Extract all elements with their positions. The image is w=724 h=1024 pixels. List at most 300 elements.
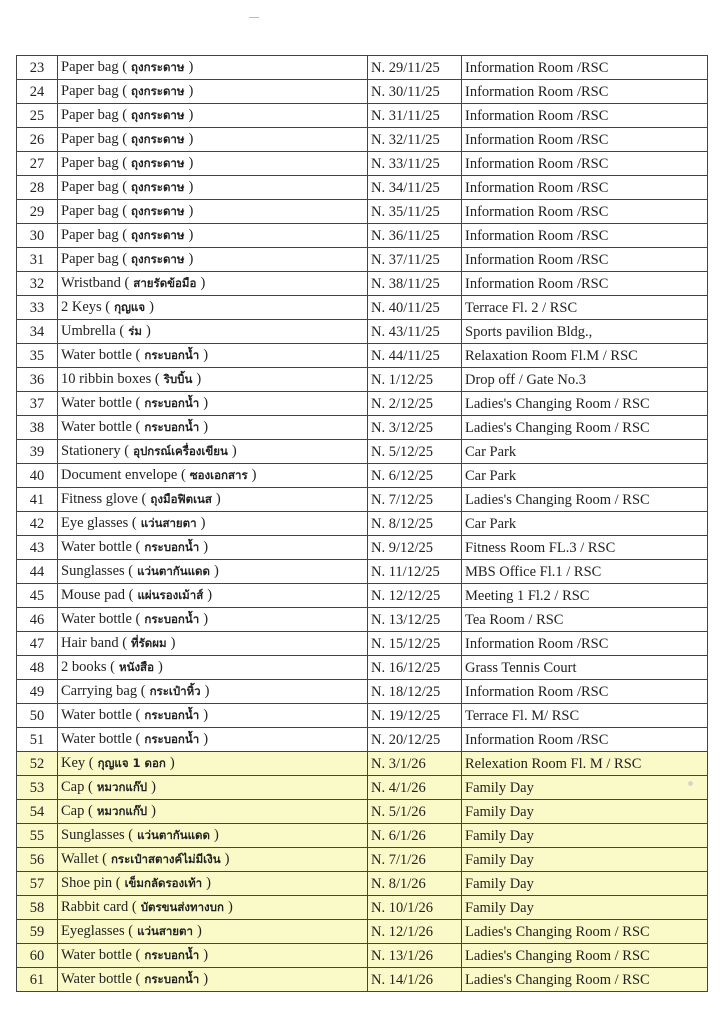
table-row xyxy=(17,536,708,560)
item-name xyxy=(58,968,368,992)
item-name-en: Shoe pin ( xyxy=(61,875,121,891)
closing-paren: ) xyxy=(213,563,219,579)
item-name xyxy=(58,80,368,104)
item-name xyxy=(58,656,368,680)
item-code: N. 44/11/25 xyxy=(368,344,462,368)
item-name-en: Umbrella ( xyxy=(61,323,125,339)
found-location: Ladies's Changing Room / RSC xyxy=(462,968,708,992)
table-row xyxy=(17,824,708,848)
found-location: Information Room /RSC xyxy=(462,152,708,176)
item-name-en: Stationery ( xyxy=(61,443,130,459)
row-number: 56 xyxy=(17,848,58,872)
closing-paren: ) xyxy=(158,659,163,675)
item-name-en: Water bottle ( xyxy=(61,707,141,723)
table-row xyxy=(17,968,708,992)
item-name-th: แว่นสายตา xyxy=(140,516,197,530)
item-name-th: กระบอกน้ำ xyxy=(144,348,200,362)
found-location: MBS Office Fl.1 / RSC xyxy=(462,560,708,584)
row-number: 61 xyxy=(17,968,58,992)
found-location: Information Room /RSC xyxy=(462,200,708,224)
table-row xyxy=(17,584,708,608)
item-name-th: หมวกแก๊ป xyxy=(96,804,148,818)
item-name-en: Water bottle ( xyxy=(61,971,141,987)
item-name-en: Mouse pad ( xyxy=(61,587,134,603)
row-number: 35 xyxy=(17,344,58,368)
found-location: Terrace Fl. 2 / RSC xyxy=(462,296,708,320)
row-number: 49 xyxy=(17,680,58,704)
table-row xyxy=(17,392,708,416)
item-name-th: กระเป๋าหิ้ว xyxy=(149,684,201,698)
found-location: Car Park xyxy=(462,512,708,536)
closing-paren: ) xyxy=(203,731,209,747)
closing-paren: ) xyxy=(188,179,194,195)
row-number: 48 xyxy=(17,656,58,680)
table-row xyxy=(17,176,708,200)
item-code: N. 15/12/25 xyxy=(368,632,462,656)
item-name xyxy=(58,488,368,512)
item-name-th: สายรัดข้อมือ xyxy=(133,276,197,290)
item-name xyxy=(58,392,368,416)
table-row xyxy=(17,368,708,392)
row-number: 46 xyxy=(17,608,58,632)
item-code: N. 12/12/25 xyxy=(368,584,462,608)
item-name xyxy=(58,272,368,296)
closing-paren: ) xyxy=(188,203,194,219)
item-name-en: Cap ( xyxy=(61,779,93,795)
item-name xyxy=(58,584,368,608)
table-row xyxy=(17,152,708,176)
item-name-th: กระบอกน้ำ xyxy=(144,708,200,722)
item-code: N. 11/12/25 xyxy=(368,560,462,584)
row-number: 28 xyxy=(17,176,58,200)
item-code: N. 6/1/26 xyxy=(368,824,462,848)
table-row xyxy=(17,680,708,704)
found-location: Family Day xyxy=(462,872,708,896)
item-code: N. 7/12/25 xyxy=(368,488,462,512)
row-number: 53 xyxy=(17,776,58,800)
item-code: N. 13/1/26 xyxy=(368,944,462,968)
item-code: N. 16/12/25 xyxy=(368,656,462,680)
item-name-th: หมวกแก๊ป xyxy=(96,780,148,794)
item-name-th: เข็มกลัดรองเท้า xyxy=(124,876,203,890)
item-name-en: Eye glasses ( xyxy=(61,515,137,531)
closing-paren: ) xyxy=(213,827,219,843)
row-number: 31 xyxy=(17,248,58,272)
item-code: N. 36/11/25 xyxy=(368,224,462,248)
item-code: N. 3/1/26 xyxy=(368,752,462,776)
table-row xyxy=(17,848,708,872)
row-number: 55 xyxy=(17,824,58,848)
item-name xyxy=(58,368,368,392)
item-name-th: กระเป๋าสตางค์ไม่มีเงิน xyxy=(110,852,221,866)
found-location: Information Room /RSC xyxy=(462,632,708,656)
item-name-th: กระบอกน้ำ xyxy=(144,972,200,986)
item-name-th: ถุงกระดาษ xyxy=(131,60,185,74)
closing-paren: ) xyxy=(215,491,221,507)
item-code: N. 40/11/25 xyxy=(368,296,462,320)
found-location: Information Room /RSC xyxy=(462,80,708,104)
item-name-en: 2 Keys ( xyxy=(61,299,111,315)
item-name xyxy=(58,728,368,752)
table-row xyxy=(17,416,708,440)
item-name-th: ถุงกระดาษ xyxy=(131,132,185,146)
row-number: 42 xyxy=(17,512,58,536)
item-code: N. 5/1/26 xyxy=(368,800,462,824)
item-name-en: Paper bag ( xyxy=(61,251,128,267)
item-name-th: ถุงกระดาษ xyxy=(131,180,185,194)
row-number: 26 xyxy=(17,128,58,152)
item-name-th: กุญแจ xyxy=(114,300,146,314)
item-code: N. 3/12/25 xyxy=(368,416,462,440)
item-name-th: แว่นตากันแดด xyxy=(137,828,210,842)
row-number: 27 xyxy=(17,152,58,176)
closing-paren: ) xyxy=(149,299,154,315)
item-code: N. 10/1/26 xyxy=(368,896,462,920)
item-name-th: บัตรขนส่งทางบก xyxy=(140,900,224,914)
item-code: N. 8/1/26 xyxy=(368,872,462,896)
table-row xyxy=(17,248,708,272)
closing-paren: ) xyxy=(188,59,194,75)
item-name-th: กระบอกน้ำ xyxy=(144,948,200,962)
found-location: Tea Room / RSC xyxy=(462,608,708,632)
item-name xyxy=(58,896,368,920)
item-name xyxy=(58,608,368,632)
item-code: N. 9/12/25 xyxy=(368,536,462,560)
table-row xyxy=(17,200,708,224)
row-number: 33 xyxy=(17,296,58,320)
found-location: Relaxation Room Fl.M / RSC xyxy=(462,344,708,368)
item-code: N. 43/11/25 xyxy=(368,320,462,344)
table-row xyxy=(17,944,708,968)
closing-paren: ) xyxy=(251,467,257,483)
item-name-th: ถุงกระดาษ xyxy=(131,204,185,218)
found-location: Family Day xyxy=(462,800,708,824)
item-name xyxy=(58,704,368,728)
item-code: N. 5/12/25 xyxy=(368,440,462,464)
closing-paren: ) xyxy=(188,107,194,123)
row-number: 36 xyxy=(17,368,58,392)
row-number: 38 xyxy=(17,416,58,440)
found-location: Ladies's Changing Room / RSC xyxy=(462,488,708,512)
row-number: 52 xyxy=(17,752,58,776)
found-location: Information Room /RSC xyxy=(462,104,708,128)
item-name xyxy=(58,296,368,320)
closing-paren: ) xyxy=(169,755,175,771)
item-code: N. 12/1/26 xyxy=(368,920,462,944)
closing-paren: ) xyxy=(203,419,209,435)
found-location: Car Park xyxy=(462,464,708,488)
item-name-th: ที่รัดผม xyxy=(131,636,167,650)
item-name-en: 2 books ( xyxy=(61,659,115,675)
found-location: Information Room /RSC xyxy=(462,176,708,200)
item-name-th: ริบบิ้น xyxy=(163,372,193,386)
found-location: Fitness Room FL.3 / RSC xyxy=(462,536,708,560)
item-name-th: ซองเอกสาร xyxy=(189,468,248,482)
found-location: Family Day xyxy=(462,896,708,920)
item-name-th: กระบอกน้ำ xyxy=(144,396,200,410)
closing-paren: ) xyxy=(203,707,209,723)
closing-paren: ) xyxy=(203,539,209,555)
row-number: 51 xyxy=(17,728,58,752)
item-name-en: Water bottle ( xyxy=(61,347,141,363)
item-name-en: Water bottle ( xyxy=(61,419,141,435)
item-name-th: กระบอกน้ำ xyxy=(144,612,200,626)
item-code: N. 8/12/25 xyxy=(368,512,462,536)
closing-paren: ) xyxy=(203,611,209,627)
closing-paren: ) xyxy=(188,131,194,147)
item-name xyxy=(58,104,368,128)
item-name-th: อุปกรณ์เครื่องเขียน xyxy=(133,444,228,458)
item-code: N. 38/11/25 xyxy=(368,272,462,296)
scan-speck xyxy=(249,17,259,18)
closing-paren: ) xyxy=(207,587,213,603)
table-row xyxy=(17,320,708,344)
row-number: 32 xyxy=(17,272,58,296)
item-name xyxy=(58,872,368,896)
closing-paren: ) xyxy=(196,923,202,939)
found-location: Meeting 1 Fl.2 / RSC xyxy=(462,584,708,608)
closing-paren: ) xyxy=(231,443,237,459)
item-name xyxy=(58,944,368,968)
found-location: Information Room /RSC xyxy=(462,272,708,296)
item-code: N. 35/11/25 xyxy=(368,200,462,224)
item-code: N. 4/1/26 xyxy=(368,776,462,800)
closing-paren: ) xyxy=(204,683,210,699)
item-code: N. 19/12/25 xyxy=(368,704,462,728)
item-name-en: Water bottle ( xyxy=(61,539,141,555)
item-code: N. 7/1/26 xyxy=(368,848,462,872)
item-name-th: กระบอกน้ำ xyxy=(144,420,200,434)
found-location: Drop off / Gate No.3 xyxy=(462,368,708,392)
row-number: 57 xyxy=(17,872,58,896)
item-name-en: Carrying bag ( xyxy=(61,683,146,699)
item-name-th: ถุงกระดาษ xyxy=(131,84,185,98)
item-name-en: Paper bag ( xyxy=(61,107,128,123)
item-name-en: Wallet ( xyxy=(61,851,107,867)
closing-paren: ) xyxy=(188,83,194,99)
found-location: Information Room /RSC xyxy=(462,56,708,80)
item-name-en: Paper bag ( xyxy=(61,155,128,171)
item-name xyxy=(58,56,368,80)
item-name xyxy=(58,536,368,560)
found-location: Information Room /RSC xyxy=(462,128,708,152)
row-number: 47 xyxy=(17,632,58,656)
item-name-en: Rabbit card ( xyxy=(61,899,137,915)
item-code: N. 34/11/25 xyxy=(368,176,462,200)
found-location: Relexation Room Fl. M / RSC xyxy=(462,752,708,776)
table-row xyxy=(17,896,708,920)
found-location: Family Day xyxy=(462,824,708,848)
item-code: N. 13/12/25 xyxy=(368,608,462,632)
table-row xyxy=(17,632,708,656)
item-name-en: Paper bag ( xyxy=(61,227,128,243)
item-name xyxy=(58,512,368,536)
closing-paren: ) xyxy=(206,875,212,891)
table-row xyxy=(17,296,708,320)
item-name-th: กระบอกน้ำ xyxy=(144,540,200,554)
table-row xyxy=(17,512,708,536)
item-name-en: Hair band ( xyxy=(61,635,128,651)
row-number: 50 xyxy=(17,704,58,728)
table-row xyxy=(17,728,708,752)
item-name xyxy=(58,848,368,872)
lost-and-found-table xyxy=(16,55,708,992)
row-number: 40 xyxy=(17,464,58,488)
table-row xyxy=(17,56,708,80)
table-row xyxy=(17,872,708,896)
item-name-en: Water bottle ( xyxy=(61,731,141,747)
table-body xyxy=(17,56,708,992)
item-code: N. 2/12/25 xyxy=(368,392,462,416)
item-code: N. 33/11/25 xyxy=(368,152,462,176)
closing-paren: ) xyxy=(146,323,151,339)
item-name-th: แว่นสายตา xyxy=(137,924,193,938)
item-name xyxy=(58,416,368,440)
row-number: 24 xyxy=(17,80,58,104)
table-row xyxy=(17,344,708,368)
row-number: 25 xyxy=(17,104,58,128)
item-name-th: หนังสือ xyxy=(119,660,154,674)
item-name xyxy=(58,560,368,584)
table-row xyxy=(17,608,708,632)
table-row xyxy=(17,80,708,104)
item-name-th: ถุงกระดาษ xyxy=(131,156,185,170)
closing-paren: ) xyxy=(203,947,209,963)
item-code: N. 18/12/25 xyxy=(368,680,462,704)
item-name-th: ถุงกระดาษ xyxy=(131,252,185,266)
found-location: Terrace Fl. M/ RSC xyxy=(462,704,708,728)
item-name-en: Paper bag ( xyxy=(61,59,128,75)
item-name xyxy=(58,776,368,800)
table-row xyxy=(17,224,708,248)
closing-paren: ) xyxy=(203,347,209,363)
item-name-th: ร่ม xyxy=(128,324,142,338)
closing-paren: ) xyxy=(203,971,209,987)
item-name-en: Paper bag ( xyxy=(61,83,128,99)
table-row xyxy=(17,920,708,944)
closing-paren: ) xyxy=(200,275,206,291)
item-name-en: Paper bag ( xyxy=(61,131,128,147)
row-number: 23 xyxy=(17,56,58,80)
scan-mark xyxy=(688,781,693,786)
item-name xyxy=(58,344,368,368)
table-row xyxy=(17,104,708,128)
row-number: 54 xyxy=(17,800,58,824)
item-name xyxy=(58,464,368,488)
table-row xyxy=(17,704,708,728)
item-name-th: กุญแจ 1 ดอก xyxy=(97,756,166,770)
row-number: 30 xyxy=(17,224,58,248)
row-number: 29 xyxy=(17,200,58,224)
row-number: 34 xyxy=(17,320,58,344)
item-name xyxy=(58,128,368,152)
item-name-en: Water bottle ( xyxy=(61,947,141,963)
closing-paren: ) xyxy=(188,155,194,171)
row-number: 37 xyxy=(17,392,58,416)
item-name-th: กระบอกน้ำ xyxy=(144,732,200,746)
item-name-en: Document envelope ( xyxy=(61,467,186,483)
item-code: N. 30/11/25 xyxy=(368,80,462,104)
row-number: 39 xyxy=(17,440,58,464)
found-location: Ladies's Changing Room / RSC xyxy=(462,944,708,968)
row-number: 45 xyxy=(17,584,58,608)
table-row xyxy=(17,128,708,152)
table-row xyxy=(17,464,708,488)
table-row xyxy=(17,488,708,512)
found-location: Ladies's Changing Room / RSC xyxy=(462,416,708,440)
closing-paren: ) xyxy=(227,899,233,915)
table-row xyxy=(17,656,708,680)
item-name xyxy=(58,248,368,272)
closing-paren: ) xyxy=(224,851,230,867)
closing-paren: ) xyxy=(196,371,202,387)
item-name xyxy=(58,824,368,848)
item-name xyxy=(58,176,368,200)
item-name-th: ถุงกระดาษ xyxy=(131,228,185,242)
found-location: Grass Tennis Court xyxy=(462,656,708,680)
item-name-en: Water bottle ( xyxy=(61,611,141,627)
item-name xyxy=(58,920,368,944)
item-name-en: Water bottle ( xyxy=(61,395,141,411)
found-location: Information Room /RSC xyxy=(462,728,708,752)
item-name-th: แว่นตากันแดด xyxy=(137,564,210,578)
found-location: Information Room /RSC xyxy=(462,248,708,272)
item-name xyxy=(58,200,368,224)
row-number: 41 xyxy=(17,488,58,512)
closing-paren: ) xyxy=(151,803,156,819)
found-location: Family Day xyxy=(462,848,708,872)
item-name-th: ถุงกระดาษ xyxy=(131,108,185,122)
item-code: N. 1/12/25 xyxy=(368,368,462,392)
closing-paren: ) xyxy=(188,251,194,267)
closing-paren: ) xyxy=(200,515,206,531)
found-location: Ladies's Changing Room / RSC xyxy=(462,392,708,416)
found-location: Ladies's Changing Room / RSC xyxy=(462,920,708,944)
item-name-en: Wristband ( xyxy=(61,275,130,291)
item-name-en: Cap ( xyxy=(61,803,93,819)
item-code: N. 14/1/26 xyxy=(368,968,462,992)
table-row xyxy=(17,752,708,776)
closing-paren: ) xyxy=(203,395,209,411)
item-name xyxy=(58,632,368,656)
found-location: Car Park xyxy=(462,440,708,464)
row-number: 60 xyxy=(17,944,58,968)
item-code: N. 31/11/25 xyxy=(368,104,462,128)
table-row xyxy=(17,560,708,584)
table-row xyxy=(17,800,708,824)
item-name-en: Eyeglasses ( xyxy=(61,923,134,939)
item-name-en: 10 ribbin boxes ( xyxy=(61,371,160,387)
item-name xyxy=(58,752,368,776)
row-number: 59 xyxy=(17,920,58,944)
table-row xyxy=(17,776,708,800)
item-code: N. 32/11/25 xyxy=(368,128,462,152)
item-code: N. 29/11/25 xyxy=(368,56,462,80)
closing-paren: ) xyxy=(188,227,194,243)
item-name xyxy=(58,440,368,464)
item-name-en: Paper bag ( xyxy=(61,203,128,219)
found-location: Sports pavilion Bldg., xyxy=(462,320,708,344)
row-number: 44 xyxy=(17,560,58,584)
item-name-en: Paper bag ( xyxy=(61,179,128,195)
item-name-th: ถุงมือฟิตเนส xyxy=(150,492,212,506)
item-name xyxy=(58,224,368,248)
closing-paren: ) xyxy=(151,779,156,795)
item-name-en: Sunglasses ( xyxy=(61,563,134,579)
item-name xyxy=(58,800,368,824)
item-name xyxy=(58,680,368,704)
item-code: N. 20/12/25 xyxy=(368,728,462,752)
